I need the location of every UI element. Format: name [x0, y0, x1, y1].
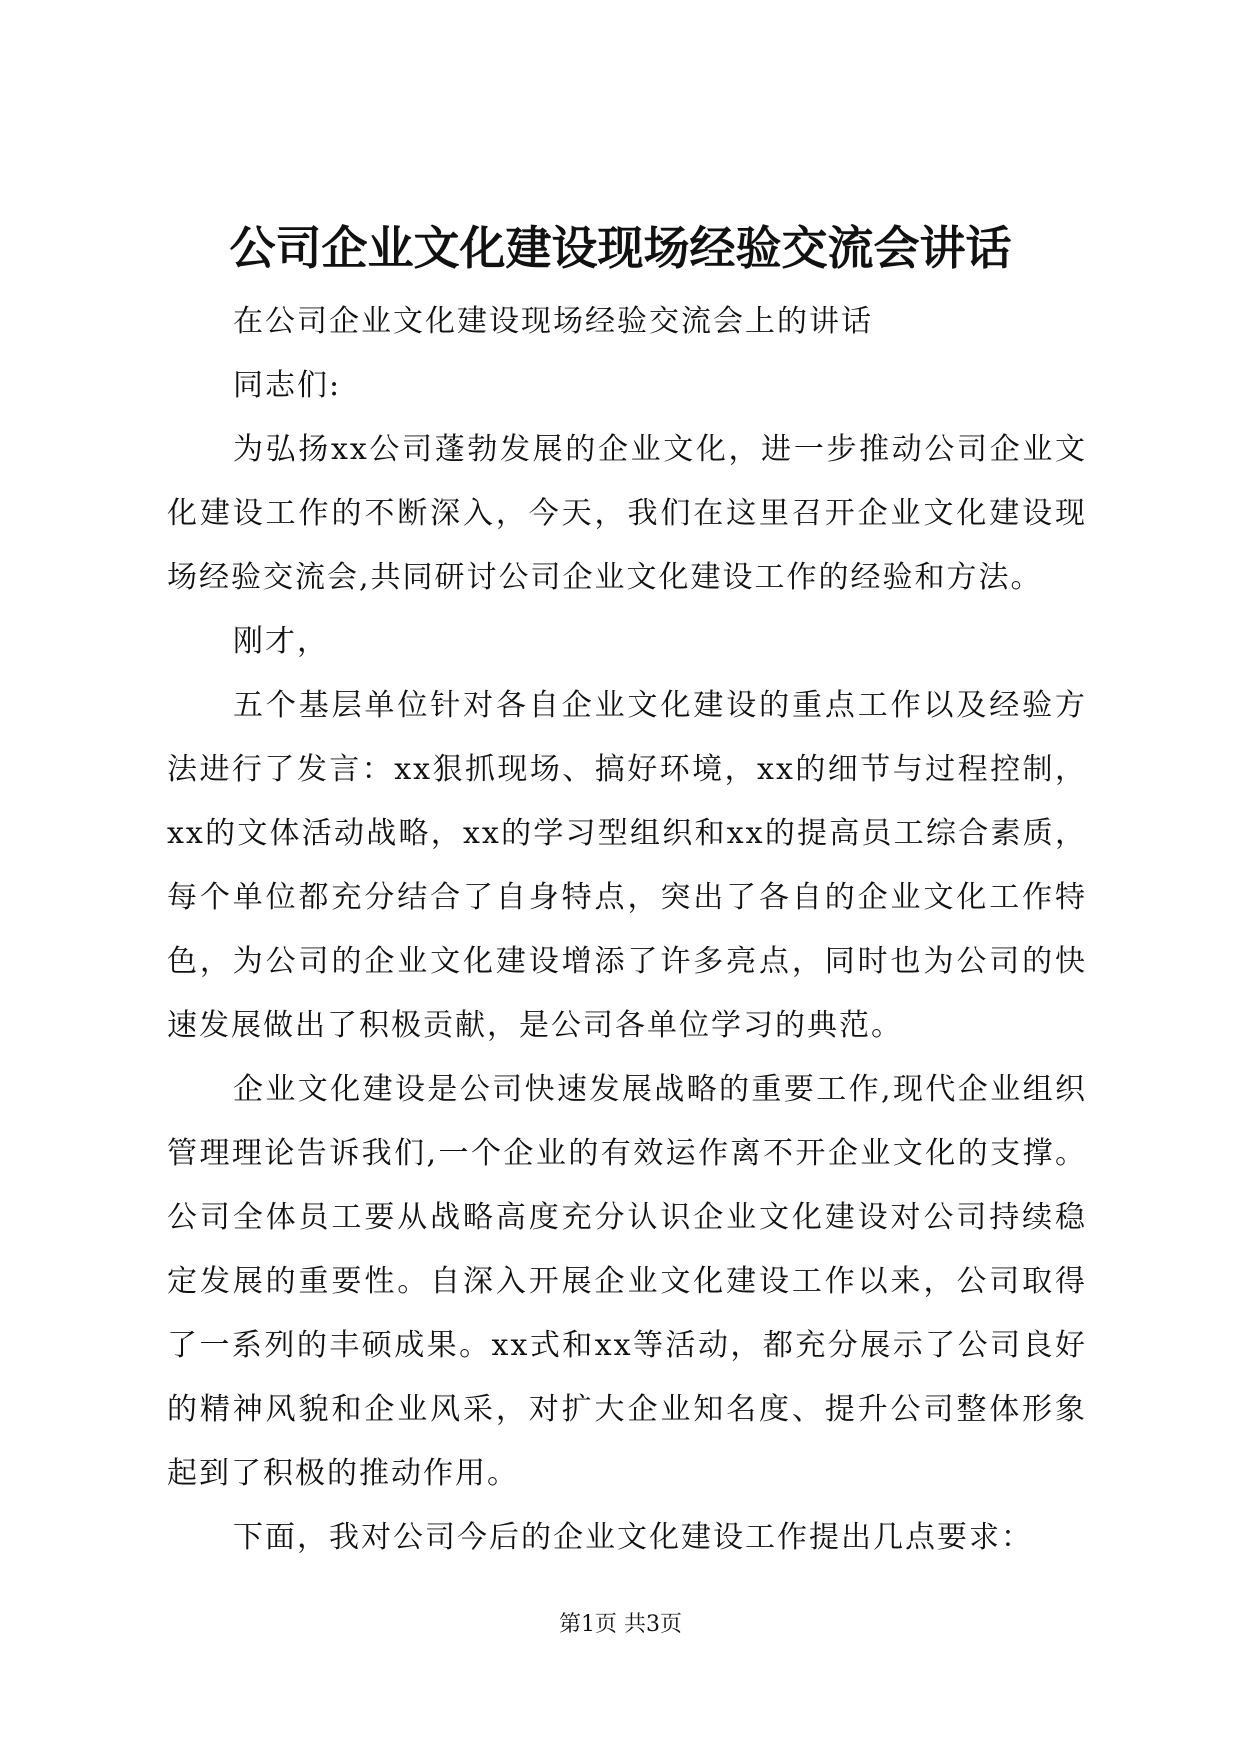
paragraph-salutation: 同志们: — [233, 368, 342, 403]
paragraph-importance: 企业文化建设是公司快速发展战略的重要工作,现代企业组织管理理论告诉我们,一个企业的有效运作离不开企业文化的支撑。公司全体员工要从战略高度充分认识企业文化建设对公司持续稳定发展的重要性。自深入开展企业文化建设工作以来，公司取得了一系列的丰硕成果。xx式和xx等活动，都充分展示了公司良好的精神风貌和企业风采，对扩大企业知名度、提升公司整体形象起到了积极的推动作用。 — [167, 1072, 1087, 1491]
paragraph-requirements: 下面，我对公司今后的企业文化建设工作提出几点要求： — [233, 1520, 1033, 1555]
paragraph-intro: 为弘扬xx公司蓬勃发展的企业文化，进一步推动公司企业文化建设工作的不断深入，今天，我们在这里召开企业文化建设现场经验交流会,共同研讨公司企业文化建设工作的经验和方法。 — [167, 432, 1087, 595]
paragraph-units: 五个基层单位针对各自企业文化建设的重点工作以及经验方法进行了发言：xx狠抓现场、搞好环境，xx的细节与过程控制，xx的文体活动战略，xx的学习型组织和xx的提高员工综合素质，每个单位都充分结合了自身特点，突出了各自的企业文化工作特色，为公司的企业文化建设增添了许多亮点，同时也为公司的快速发展做出了积极贡献，是公司各单位学习的典范。 — [167, 688, 1087, 1043]
paragraph-just-now: 刚才， — [233, 624, 329, 659]
page-footer: 第1页 共3页 — [559, 1612, 682, 1637]
paragraph-subtitle: 在公司企业文化建设现场经验交流会上的讲话 — [233, 304, 873, 339]
document-title: 公司企业文化建设现场经验交流会讲话 — [229, 221, 1012, 275]
document-body — [167, 290, 1087, 1570]
